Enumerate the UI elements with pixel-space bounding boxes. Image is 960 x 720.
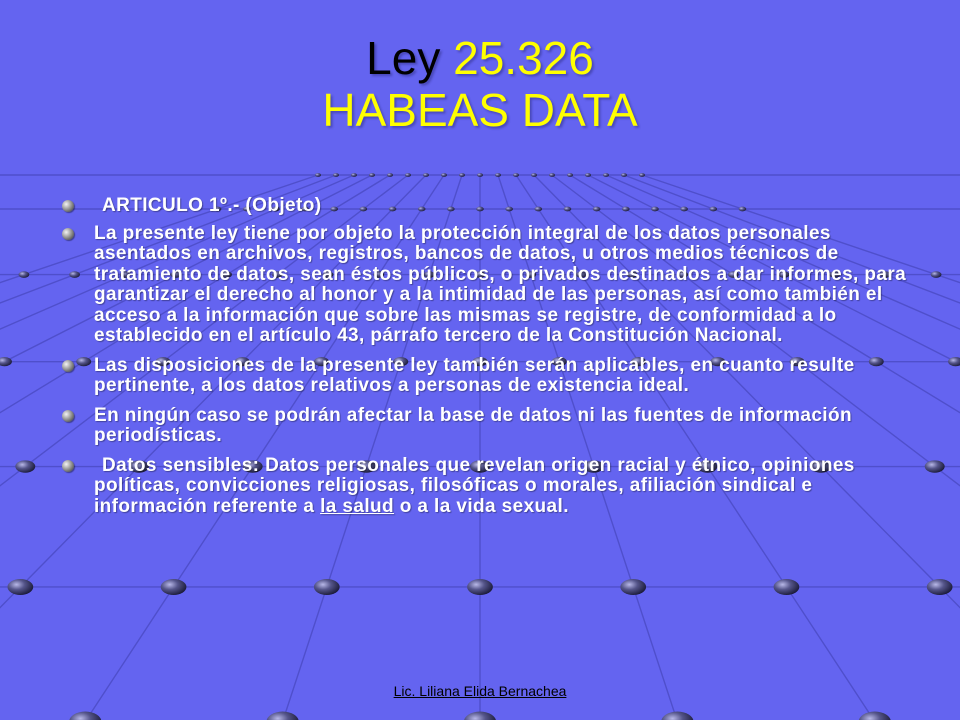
grid-node — [927, 579, 953, 595]
grid-node — [549, 173, 555, 177]
grid-node — [661, 712, 693, 720]
bullet-text-end: o a la vida sexual. — [394, 495, 569, 517]
bullet-icon — [62, 460, 74, 472]
grid-node — [513, 173, 519, 177]
bullet-text: La presente ley tiene por objeto la protección integral de los datos personales asentados en archivos, registros, bancos de datos, u otros medios técnicos de tratamiento de datos, sean éstos públicos, o privados destinados a dar informes, para garantizar el derecho al honor y a la intimidad de las personas, así como también el acceso a la información que sobre las mismas se registre, de conformidad a lo establecido en el artículo 43, párrafo tercero de la Constitución Nacional. — [94, 222, 907, 346]
la-salud-link[interactable]: la salud — [320, 495, 395, 517]
grid-node — [69, 712, 101, 720]
grid-node — [387, 173, 393, 177]
bullet-text: Las disposiciones de la presente ley también serán aplicables, en cuanto resulte pertinente, a los datos relativos a personas de existencia ideal. — [94, 354, 855, 396]
grid-node — [621, 173, 627, 177]
grid-node — [931, 271, 942, 278]
grid-node — [267, 712, 299, 720]
grid-node — [620, 579, 646, 595]
bullet-article-heading — [62, 196, 912, 217]
grid-node — [405, 173, 411, 177]
bullet-icon — [62, 228, 74, 240]
bullet-icon — [62, 360, 74, 372]
grid-node — [19, 271, 30, 278]
grid-node — [477, 173, 483, 177]
bullet-datos-sensibles — [62, 456, 912, 518]
grid-node — [859, 712, 891, 720]
grid-node — [333, 173, 339, 177]
footer-author: Lic. Liliana Elida Bernachea — [393, 683, 567, 699]
grid-node — [495, 173, 501, 177]
grid-node — [315, 173, 321, 177]
grid-node — [369, 173, 375, 177]
grid-node — [585, 173, 591, 177]
bullet-text: ARTICULO 1º.- (Objeto) — [102, 195, 322, 216]
bullet-icon — [62, 410, 74, 422]
bullet-text-start: Datos sensibles: Datos personales que revelan origen racial y étnico, opiniones políticas, convicciones religiosas, filosóficas o morales, afiliación sindical e información referente a — [94, 454, 855, 517]
bullet-text: En ningún caso se podrán afectar la base de datos ni las fuentes de información periodísticas. — [94, 404, 852, 446]
grid-node — [925, 460, 945, 472]
grid-node — [161, 579, 187, 595]
grid-node — [603, 173, 609, 177]
bullet-personas-ideal — [62, 356, 912, 397]
title-subtitle: HABEAS DATA — [322, 84, 638, 136]
grid-node — [15, 460, 35, 472]
bullet-objeto — [62, 224, 912, 347]
bullet-periodisticas — [62, 406, 912, 447]
grid-node — [441, 173, 447, 177]
title-law-number: 25.326 — [453, 32, 594, 84]
grid-node — [314, 579, 340, 595]
grid-node — [351, 173, 357, 177]
grid-node — [423, 173, 429, 177]
grid-node — [7, 579, 33, 595]
slide-title — [0, 32, 960, 136]
grid-node — [467, 579, 493, 595]
grid-node — [639, 173, 645, 177]
grid-node — [459, 173, 465, 177]
grid-node — [774, 579, 800, 595]
grid-node — [464, 712, 496, 720]
grid-node — [567, 173, 573, 177]
bullet-icon — [62, 200, 74, 212]
grid-node — [531, 173, 537, 177]
bullet-list — [62, 196, 912, 517]
title-law-word: Ley — [366, 32, 441, 84]
